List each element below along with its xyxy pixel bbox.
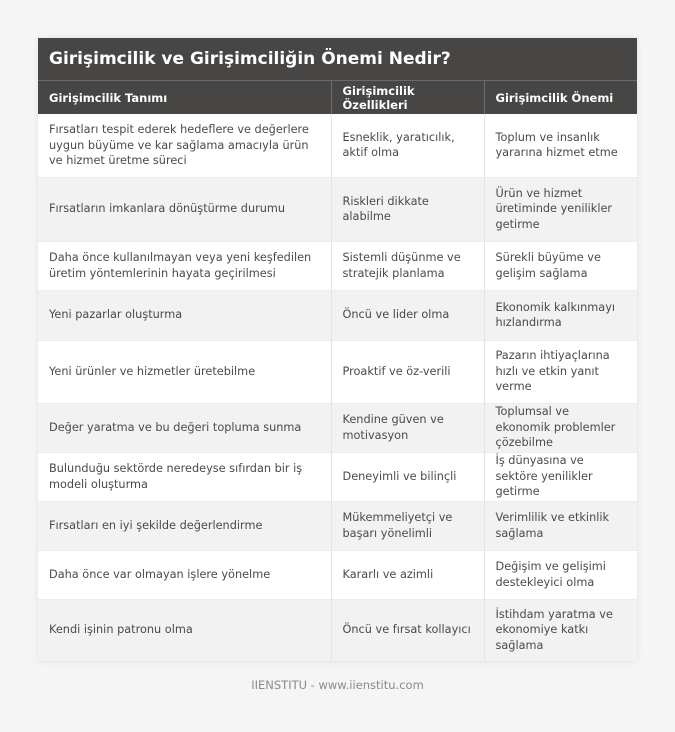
table-cell: Fırsatları tespit ederek hedeflere ve değerlere uygun büyüme ve kar sağlama amacıyla ürün ve hizmet üretme süreci [38,114,331,177]
table-cell: Pazarın ihtiyaçlarına hızlı ve etkin yanıt verme [495,349,610,394]
table-cell: Esneklik, yaratıcılık, aktif olma [331,114,484,177]
footer-credit: IIENSTITU - www.iienstitu.com [251,678,424,692]
table-row [38,177,637,241]
table-cell: Bulunduğu sektörde neredeyse sıfırdan bir iş modeli oluşturma [38,452,331,501]
table-row [38,403,637,452]
table-row [38,114,637,177]
title-bar [38,38,637,81]
table-cell: Daha önce kullanılmayan veya yeni keşfedilen üretim yöntemlerinin hayata geçirilmesi [38,241,331,290]
table-cell: Fırsatların imkanlara dönüştürme durumu [38,177,331,241]
info-table-card [38,38,637,662]
table-cell: Yeni pazarlar oluşturma [38,290,331,340]
column-header-definition: Girişimcilik Tanımı [38,81,331,114]
table-cell: Sürekli büyüme ve gelişim sağlama [495,251,601,280]
table-row [38,241,637,290]
table-cell: Ekonomik kalkınmayı hızlandırma [495,300,616,329]
table-cell: Riskleri dikkate alabilme [331,177,484,241]
table-header-row [38,81,637,114]
table-cell: Değer yaratma ve bu değeri topluma sunma [38,403,331,452]
column-header-importance: Girişimcilik Önemi [484,81,637,114]
table-row [38,599,637,661]
table-cell: Kararlı ve azimli [331,550,484,599]
table-cell: Daha önce var olmayan işlere yönelme [38,550,331,599]
table-cell: Kendine güven ve motivasyon [331,403,484,452]
table-cell: Mükemmeliyetçi ve başarı yönelimli [331,501,484,550]
table-cell: Fırsatları en iyi şekilde değerlendirme [38,501,331,550]
table-row [38,501,637,550]
table-cell: Öncü ve fırsat kollayıcı [331,599,484,661]
table-cell: Deneyimli ve bilinçli [331,452,484,501]
table-row [38,452,637,501]
table-cell: Değişim ve gelişimi destekleyici olma [495,560,606,589]
data-table [38,81,637,662]
table-row [38,340,637,403]
table-row [38,290,637,340]
table-cell: Ürün ve hizmet üretiminde yenilikler getirme [495,186,613,231]
table-cell: Toplumsal ve ekonomik problemler çözebilme [495,405,616,450]
table-row [38,550,637,599]
table-cell: İstihdam yaratma ve ekonomiye katkı sağlama [495,607,613,652]
table-cell: Sistemli düşünme ve stratejik planlama [331,241,484,290]
column-header-features: Girişimcilik Özellikleri [331,81,484,114]
table-cell: Öncü ve lider olma [331,290,484,340]
table-cell: Yeni ürünler ve hizmetler üretebilme [38,340,331,403]
table-cell: İş dünyasına ve sektöre yenilikler getirme [495,454,593,499]
table-cell: Toplum ve insanlık yararına hizmet etme [495,130,618,160]
table-cell: Verimlilik ve etkinlik sağlama [495,511,610,540]
table-cell: Proaktif ve öz-verili [331,340,484,403]
page-title: Girişimcilik ve Girişimciliğin Önemi Nedir? [49,49,451,69]
table-cell: Kendi işinin patronu olma [38,599,331,661]
